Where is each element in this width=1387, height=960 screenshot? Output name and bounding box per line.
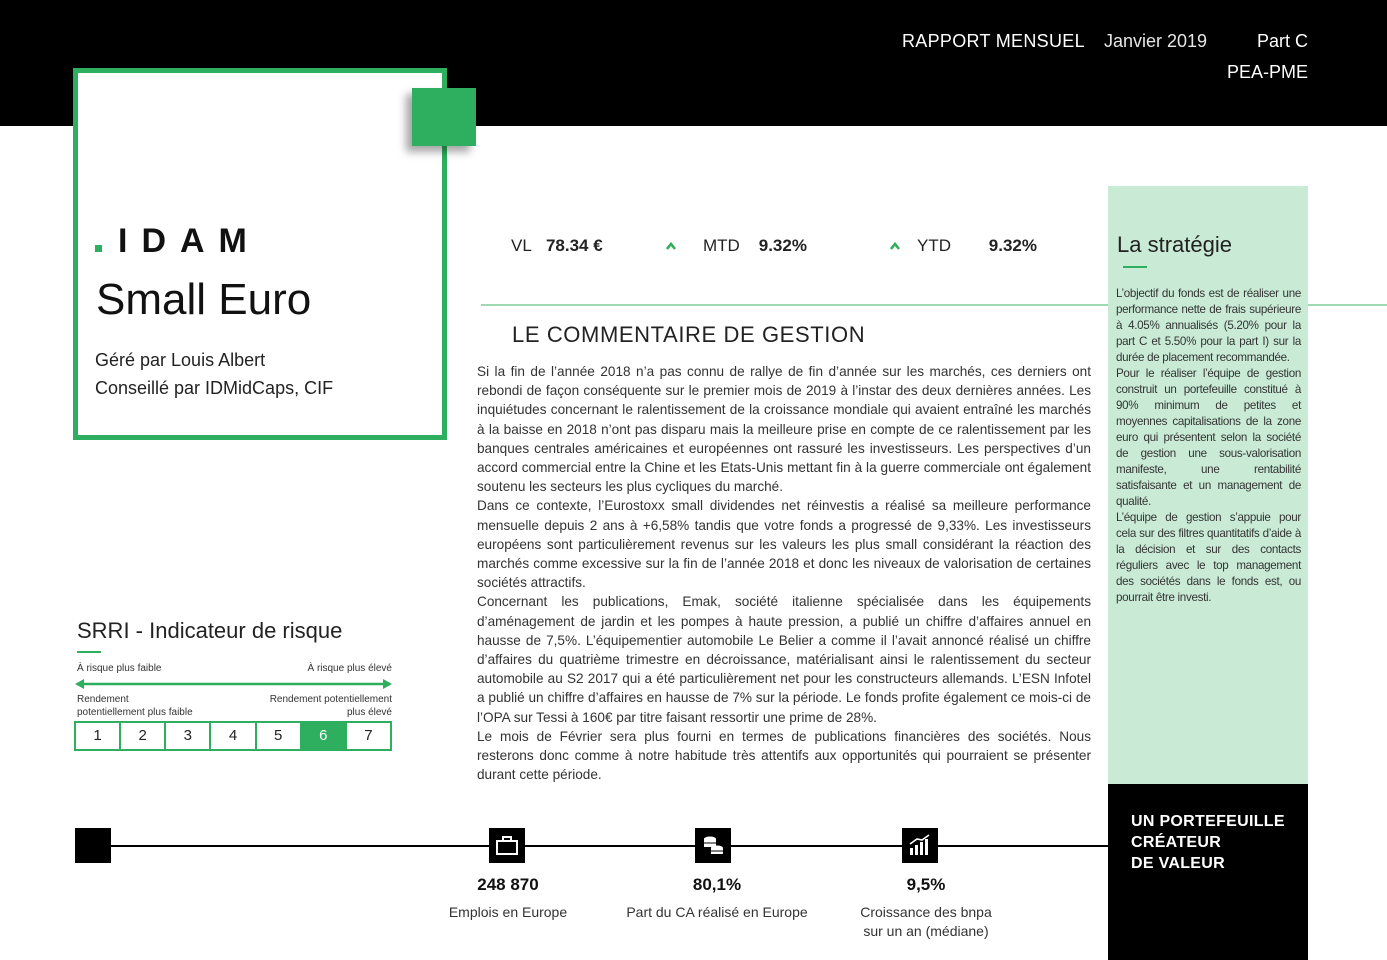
strategy-title: La stratégie <box>1117 232 1232 257</box>
coins-icon <box>695 828 731 863</box>
stat-jobs-value: 248 870 <box>477 875 539 894</box>
growth-chart-icon <box>902 828 938 863</box>
srri-level-7: 7 <box>364 727 373 744</box>
srri-title-underline <box>77 651 101 653</box>
commentary-paragraph: Si la fin de l’année 2018 n’a pas connu de rallye de fin d’année sur les marchés, ces derniers ont rebondi de façon conséquente sur le premier mois de 2019 à l’instar des deux dernières années. Les inquiétudes concernant le ralentissement de la croissance mondiale qui avaient entraîné les marchés à la baisse en 2018 n’ont pas disparu mais la meilleure prise en compte de ce ralentissement par les banques centrales américaines et européennes ont rassuré les investisseurs. Les perspectives d’un accord commercial entre la Chine et les Etats-Unis mettant fin à la guerre commerciale ont également soutenu les secteurs les plus cycliques du marché. <box>477 364 1091 495</box>
kpi-vl-label: VL <box>511 236 532 255</box>
fund-manager: Géré par Louis Albert <box>95 350 266 370</box>
strategy-paragraph: L’objectif du fonds est de réaliser une performance nette de frais supérieure à 4.05% annualisés (5.20% pour la part C et 5.50% pour la part I) sur la durée de placement recommandée. <box>1116 287 1301 364</box>
strategy-body <box>1116 286 1301 606</box>
stat-eps-growth-label-line-2: sur un an (médiane) <box>863 923 989 939</box>
idam-logo <box>95 222 261 261</box>
report-title: RAPPORT MENSUEL <box>902 31 1085 51</box>
srri-return-high-label-2: plus élevé <box>346 707 392 718</box>
commentary-paragraph: Concernant les publications, Emak, société italienne spécialisée dans les équipements d’aménagement de jardin et les pompes à haute pression, a publié un chiffre d’affaires annuel en hausse de 7,5%. L’équipementier automobile Le Belier a comme il l’avait annoncé réalisé un chiffre d’affaires du quatrième trimestre en décroissance, matérialisant ainsi le ralentissement du secteur automobile au S2 2017 qui a été particulièrement net pour les constructeurs allemands. L’ESN Infotel a publié un chiffre d’affaires en hausse de 7% sur la période. Le fonds profite également ce mois-ci de l’OPA sur Tessi à 160€ par titre faisant ressortir une prime de 28%. <box>477 594 1091 725</box>
srri-risk-high-label: À risque plus élevé <box>307 663 392 674</box>
briefcase-icon <box>489 828 525 863</box>
decorative-green-square <box>412 88 476 146</box>
fund-advisor: Conseillé par IDMidCaps, CIF <box>95 378 334 398</box>
kpi-ytd <box>917 236 1037 256</box>
stat-europe-share-label-text: Part du CA réalisé en Europe <box>626 904 808 920</box>
kpi-mtd <box>703 236 807 256</box>
timeline-start-square <box>75 828 111 863</box>
srri-scale <box>74 721 392 751</box>
commentary-paragraph: Dans ce contexte, l’Eurostoxx small dividendes net réinvestis a réalisé sa meilleure performance mensuelle depuis 2 ans à +6,58% tandis que votre fonds a progressé de 9,33%. Les investisseurs européens sont particulièrement revenus sur les valeurs les plus small considérant la réaction des marchés comme excessive sur la fin de l’année 2018 et donc les niveaux de valorisation de certaines sociétés attractifs. <box>477 498 1091 591</box>
srri-return-high-label-1: Rendement potentiellement <box>269 694 392 705</box>
stat-eps-growth-label <box>836 903 1016 941</box>
logo-dot <box>95 245 102 252</box>
srri-level-6: 6 <box>302 723 347 749</box>
srri-double-arrow-icon <box>75 678 392 690</box>
ytd-up-arrow-icon <box>889 241 901 251</box>
srri-return-low-label-1: Rendement <box>77 694 129 705</box>
srri-level-1: 1 <box>76 723 121 749</box>
fund-name: Small Euro <box>96 275 312 324</box>
kpi-ytd-value: 9.32% <box>988 236 1037 255</box>
kpi-vl-value: 78.34 € <box>545 236 603 255</box>
timeline-line <box>110 845 1108 847</box>
stat-jobs-label-text: Emplois en Europe <box>448 904 568 920</box>
srri-risk-low-label: À risque plus faible <box>77 663 162 674</box>
mtd-up-arrow-icon <box>665 241 677 251</box>
value-box-line-2: CRÉATEUR <box>1131 834 1222 851</box>
stat-eps-growth-label-line-1: Croissance des bnpa <box>860 904 992 920</box>
strategy-paragraph: L’équipe de gestion s’appuie pour cela sur des filtres quantitatifs d’aide à la décision et sur des contacts réguliers avec le top management des sociétés dans le fonds est, ou pourrait être investi. <box>1116 511 1301 604</box>
value-box-line-3: DE VALEUR <box>1131 855 1225 872</box>
stat-europe-share-value: 80,1% <box>692 875 742 894</box>
envelope-label: PEA-PME <box>1226 62 1308 82</box>
kpi-ytd-label: YTD <box>917 236 951 255</box>
kpi-mtd-value: 9.32% <box>758 236 807 255</box>
strategy-paragraph: Pour le réaliser l’équipe de gestion construit un portefeuille constitué à 90% minimum de petites et moyennes capitalisations de la zone euro qui présentent selon la société de gestion une sous-valorisation manifeste, une rentabilité satisfaisante et un management de qualité. <box>1116 367 1301 508</box>
strategy-title-underline <box>1123 266 1147 268</box>
stat-jobs-label <box>428 903 588 922</box>
logo-text: IDAM <box>118 222 261 260</box>
srri-level-3: 3 <box>166 723 211 749</box>
stat-europe-share-label <box>612 903 822 922</box>
kpi-mtd-label: MTD <box>703 236 740 255</box>
commentary-paragraph: Le mois de Février sera plus fourni en termes de publications financières des sociétés. Nous resterons donc comme à notre habitude très attentifs aux opportunités qui pourraient se présenter durant cette période. <box>477 728 1091 783</box>
commentary-body <box>477 362 1091 784</box>
report-date: Janvier 2019 <box>1104 31 1208 51</box>
srri-return-low-label-2: potentiellement plus faible <box>77 707 193 718</box>
commentary-title: LE COMMENTAIRE DE GESTION <box>512 322 866 347</box>
srri-title: SRRI - Indicateur de risque <box>77 618 343 643</box>
srri-level-5: 5 <box>257 723 302 749</box>
value-box-line-1: UN PORTEFEUILLE <box>1131 813 1285 830</box>
share-class: Part C <box>1256 31 1308 51</box>
srri-level-2: 2 <box>121 723 166 749</box>
stat-eps-growth-value: 9,5% <box>906 875 946 894</box>
srri-level-4: 4 <box>211 723 256 749</box>
kpi-vl <box>511 236 603 256</box>
